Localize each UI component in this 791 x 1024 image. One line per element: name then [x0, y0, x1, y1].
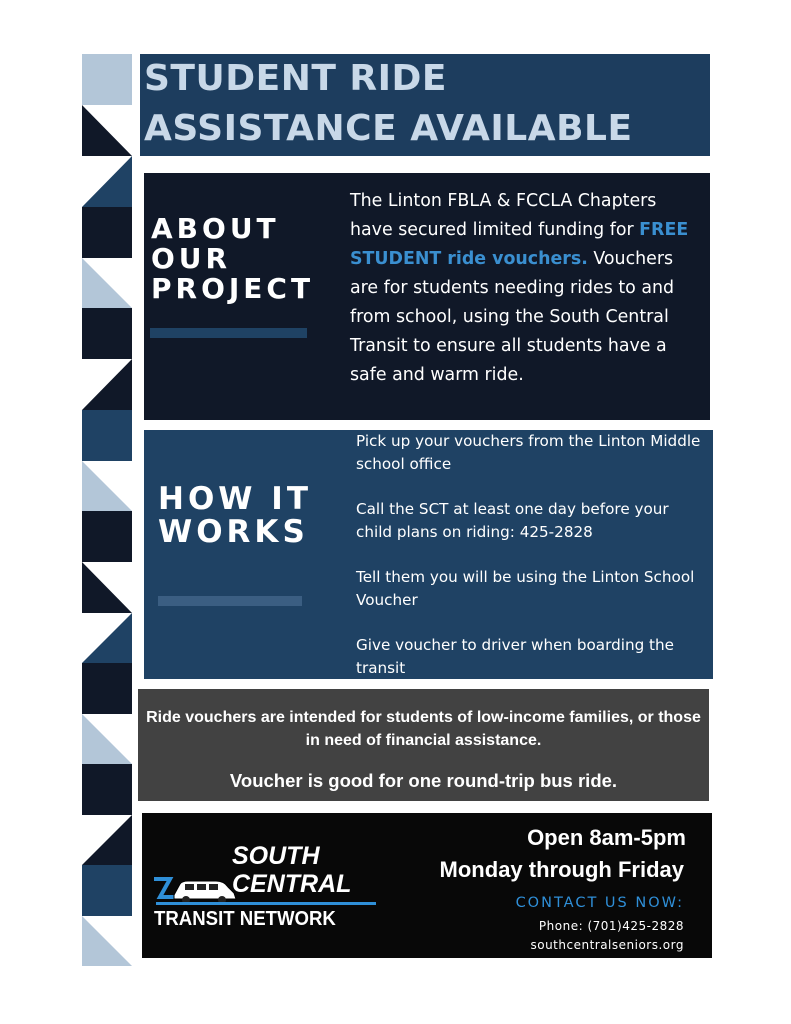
about-description — [350, 187, 700, 390]
decor-tile — [82, 207, 132, 258]
free-voucher-highlight: FREE STUDENT ride vouchers. — [350, 220, 689, 269]
how-step: Tell them you will be using the Linton School Voucher — [356, 568, 695, 609]
decor-tile — [82, 815, 132, 865]
logo-word-south: SOUTH — [232, 842, 320, 870]
about-title-line-2: OUR — [151, 242, 232, 275]
decor-tile — [82, 258, 132, 308]
decor-tile — [82, 562, 132, 613]
about-description-details: Vouchers are for students needing rides to and from school, using the South Central Transit to ensure all students have a safe and warm ride. — [350, 249, 675, 385]
how-step: Give voucher to driver when boarding the transit — [356, 636, 674, 677]
how-steps-list — [356, 430, 706, 702]
decor-tile — [82, 613, 132, 663]
contact-label: CONTACT US NOW: — [515, 895, 684, 911]
hours-days: Monday through Friday — [439, 857, 684, 882]
bus-icon — [152, 875, 242, 905]
logo-word-transit-network: TRANSIT NETWORK — [154, 908, 336, 930]
decor-tile — [82, 916, 132, 966]
page-title-banner — [140, 54, 710, 156]
contact-footer — [142, 813, 712, 958]
decor-tile — [82, 865, 132, 916]
how-it-works-section — [144, 430, 713, 679]
eligibility-text: Ride vouchers are intended for students of low-income families, or those in need of financial assistance. — [146, 709, 701, 749]
decor-tile — [82, 308, 132, 359]
page-title-line-1: STUDENT RIDE — [144, 58, 447, 99]
eligibility-note — [138, 689, 709, 801]
about-divider-bar — [150, 328, 307, 338]
how-step: Pick up your vouchers from the Linton Middle school office — [356, 432, 701, 473]
logo-blue-rule — [156, 902, 376, 905]
logo-word-central: CENTRAL — [232, 870, 352, 898]
decor-tile — [82, 511, 132, 562]
decor-tile — [82, 410, 132, 461]
how-title-line-2: WORKS — [158, 514, 309, 550]
how-title-line-1: HOW IT — [158, 481, 312, 517]
about-description-intro: The Linton FBLA & FCCLA Chapters have secured limited funding for — [350, 191, 657, 240]
about-title-line-1: ABOUT — [151, 212, 280, 245]
decor-tile — [82, 156, 132, 207]
contact-phone: Phone: (701)425-2828 — [538, 919, 684, 933]
decor-tile — [82, 764, 132, 815]
about-title-line-3: PROJECT — [151, 272, 315, 305]
page-title-line-2: ASSISTANCE AVAILABLE — [144, 108, 633, 149]
contact-website: southcentralseniors.org — [530, 938, 684, 952]
how-divider-bar — [158, 596, 302, 606]
decor-tile — [82, 461, 132, 511]
decor-tile — [82, 359, 132, 410]
hours-open: Open 8am-5pm — [527, 825, 686, 850]
voucher-terms-text: Voucher is good for one round-trip bus ride. — [229, 770, 618, 791]
decor-tile — [82, 54, 132, 105]
decor-tile — [82, 663, 132, 714]
about-section — [144, 173, 710, 420]
decor-tile — [82, 714, 132, 764]
how-step: Call the SCT at least one day before your child plans on riding: 425-2828 — [356, 500, 669, 541]
decor-tile — [82, 105, 132, 156]
south-central-transit-logo — [152, 839, 377, 935]
